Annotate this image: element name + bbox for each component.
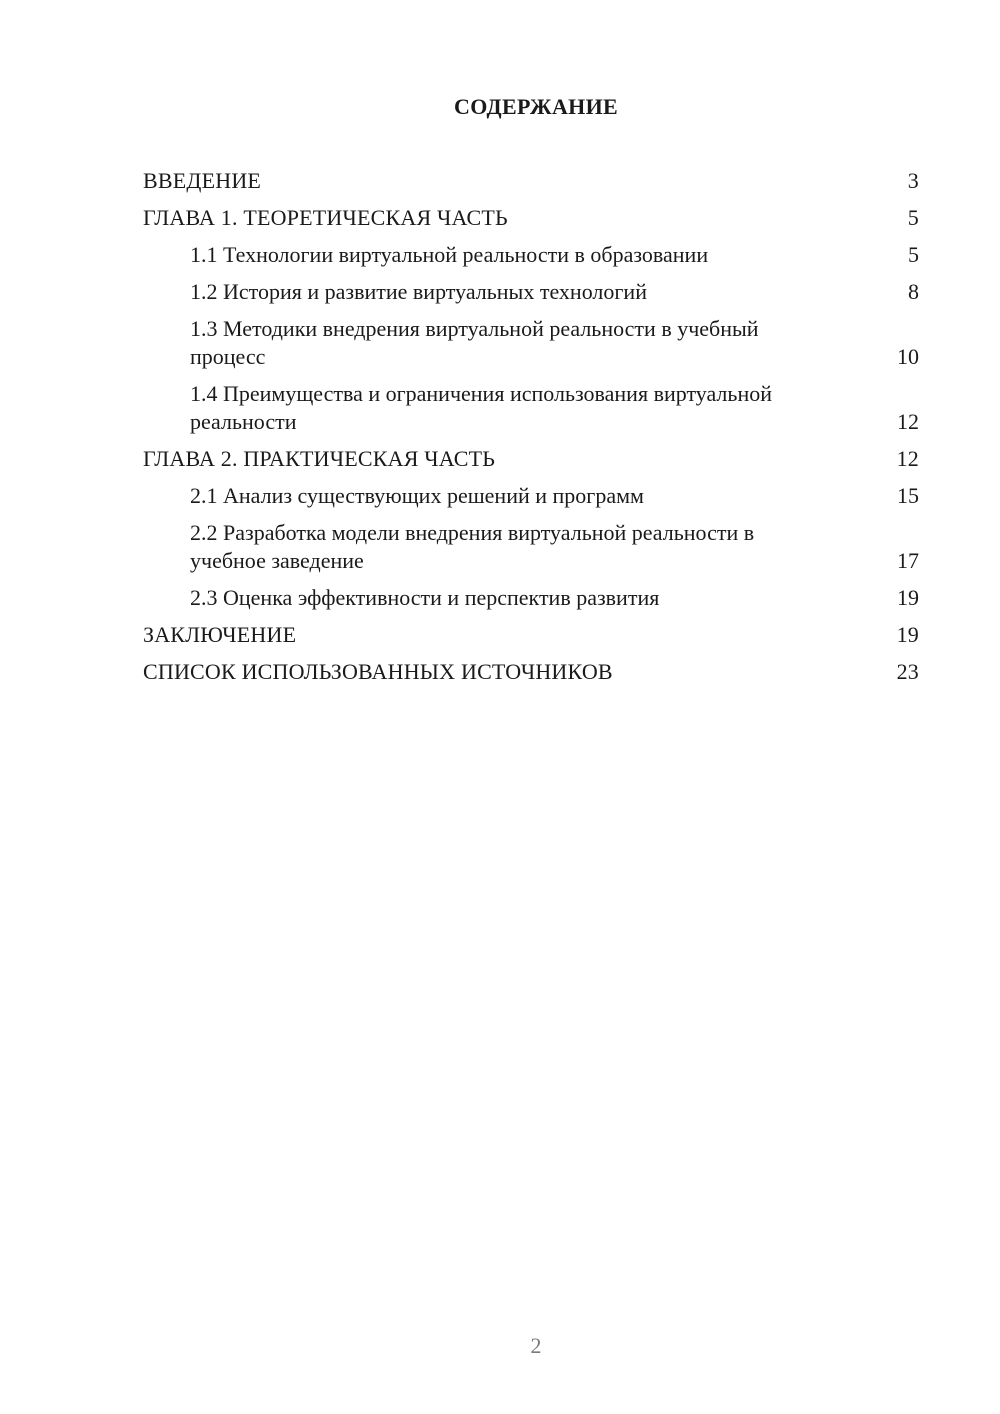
- toc-entry-title: ЗАКЛЮЧЕНИЕ: [143, 622, 297, 647]
- toc-entry-conclusion[interactable]: [143, 621, 919, 649]
- toc-entry-page: 19: [897, 585, 919, 610]
- toc-entry-section-2-1[interactable]: [143, 482, 919, 510]
- table-of-contents: [143, 167, 919, 695]
- toc-entry-introduction[interactable]: [143, 167, 919, 195]
- toc-entry-page: 12: [897, 409, 919, 434]
- toc-entry-page: 23: [896, 659, 919, 684]
- toc-entry-section-2-2[interactable]: [143, 519, 919, 575]
- toc-entry-chapter-2[interactable]: [143, 445, 919, 473]
- toc-entry-title: 2.2 Разработка модели внедрения виртуальной реальности в учебное заведение: [190, 520, 755, 573]
- toc-entry-section-1-2[interactable]: [143, 278, 919, 306]
- toc-entry-page: 5: [907, 205, 919, 230]
- toc-entry-title: 2.3 Оценка эффективности и перспектив развития: [190, 585, 660, 610]
- toc-entry-title: ГЛАВА 1. ТЕОРЕТИЧЕСКАЯ ЧАСТЬ: [143, 205, 508, 230]
- toc-entry-title: ВВЕДЕНИЕ: [143, 168, 262, 193]
- page-title: СОДЕРЖАНИЕ: [454, 94, 618, 119]
- toc-entry-title: 1.4 Преимущества и ограничения использования виртуальной реальности: [190, 381, 772, 434]
- page-number: 2: [530, 1333, 542, 1358]
- toc-entry-page: 3: [907, 168, 919, 193]
- toc-entry-page: 12: [896, 446, 919, 471]
- toc-entry-title: 1.1 Технологии виртуальной реальности в образовании: [190, 242, 709, 267]
- toc-entry-chapter-1[interactable]: [143, 204, 919, 232]
- toc-entry-title: СПИСОК ИСПОЛЬЗОВАННЫХ ИСТОЧНИКОВ: [143, 659, 613, 684]
- toc-entry-title: ГЛАВА 2. ПРАКТИЧЕСКАЯ ЧАСТЬ: [143, 446, 496, 471]
- toc-entry-page: 10: [897, 344, 919, 369]
- toc-entry-page: 8: [908, 279, 919, 304]
- toc-entry-page: 17: [897, 548, 919, 573]
- toc-entry-page: 5: [908, 242, 919, 267]
- toc-entry-page: 15: [897, 483, 919, 508]
- toc-entry-title: 1.2 История и развитие виртуальных технологий: [190, 279, 647, 304]
- toc-entry-section-2-3[interactable]: [143, 584, 919, 612]
- toc-entry-section-1-1[interactable]: [143, 241, 919, 269]
- toc-entry-references[interactable]: [143, 658, 919, 686]
- toc-entry-title: 1.3 Методики внедрения виртуальной реальности в учебный процесс: [190, 316, 759, 369]
- toc-entry-title: 2.1 Анализ существующих решений и программ: [190, 483, 644, 508]
- toc-entry-page: 19: [896, 622, 919, 647]
- toc-entry-section-1-3[interactable]: [143, 315, 919, 371]
- toc-entry-section-1-4[interactable]: [143, 380, 919, 436]
